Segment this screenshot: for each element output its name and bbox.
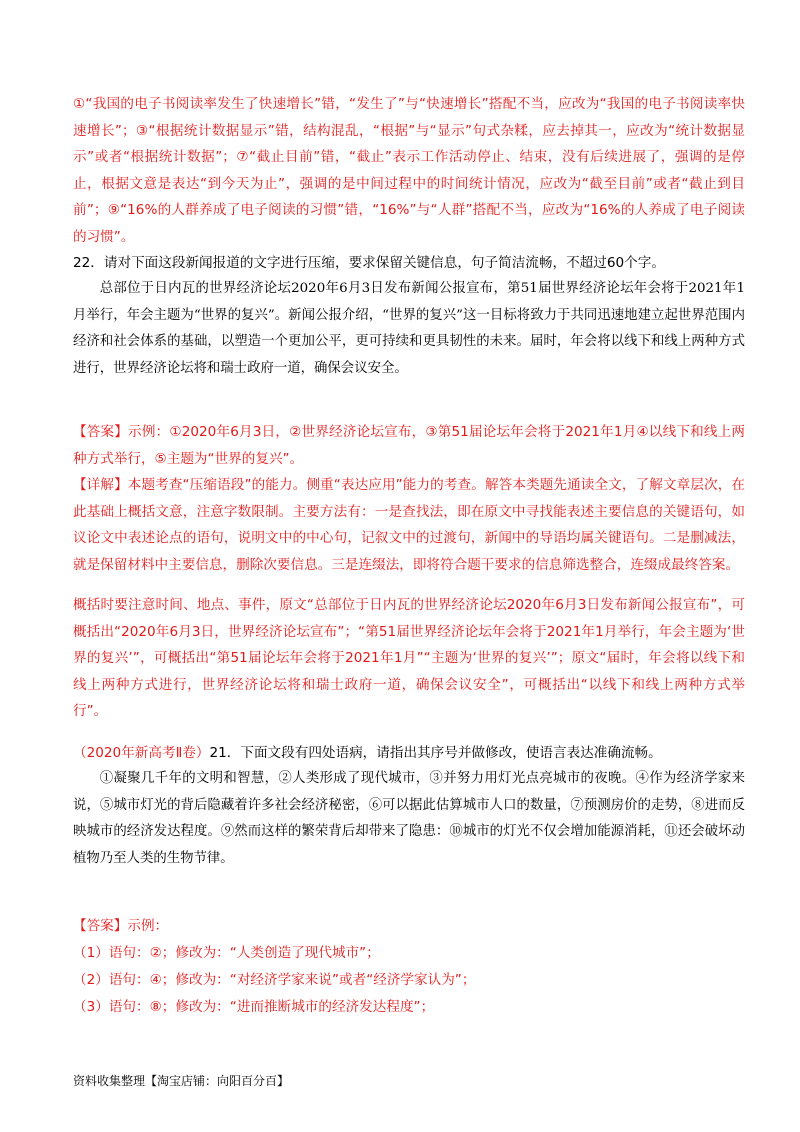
answer-item: （1）语句：②；修改为：“人类创造了现代城市”； [73,945,380,961]
question-22-passage: 总部位于日内瓦的世界经济论坛2020年6月3日发布新闻公报宣布，第51届世界经济论坛年会将于2021年1月举行，年会主题为“世界的复兴”。新闻公报介绍，“世界的复兴”这一目标将致力于共同迅速地建立起世界范围内经济和社会体系的基础，以塑造一个更加公平，更可持续和更具韧性的未来。届时，年会将以线下和线上两种方式进行，世界经济论坛将和瑞士政府一道，确保会议安全。 [73,281,745,376]
explanation-paragraph: ①“我国的电子书阅读率发生了快速增长”错，“发生了”与“快速增长”搭配不当，应改为“我国的电子书阅读率快速增长”；③“根据统计数据显示”错，结构混乱，“根据”与“显示”句式杂糅，应去掉其一，应改为“统计数据显示”或者“根据统计数据”；⑦“截止目前”错，“截止”表示工作活动停止、结束，没有后续进展了，强调的是停止，根据文意是表达“到今天为止”，强调的是中间过程中的时间统计情况，应改为“截至目前”或者“截止到目前”；⑨“16%的人群养成了电子阅读的习惯”错，“16%”与“人群”搭配不当，应改为“16%的人养成了电子阅读的习惯”。 [73,96,745,245]
question-21-header [73,740,745,767]
answer-item: （2）语句：④；修改为：“对经济学家来说”或者“经济学家认为”； [73,972,476,988]
question-22-summary-detail: 概括时要注意时间、地点、事件，原文“总部位于日内瓦的世界经济论坛2020年6月3日发布新闻公报宣布”，可概括出“2020年6月3日，世界经济论坛宣布”；“第51届世界经济论坛年会将于2021年1月举行，年会主题为‘世界的复兴’”，可概括出“第51届论坛年会将于2021年1月”“主题为‘世界的复兴’”；原文“届时，年会将以线下和线上两种方式进行，世界经济论坛将和瑞士政府一道，确保会议安全”，可概括出“以线下和线上两种方式举行”。 [73,597,745,719]
answer-item: （3）语句：⑧；修改为：“进而推断城市的经济发达程度”； [73,999,435,1015]
question-22-detail: 【详解】本题考查“压缩语段”的能力。侧重“表达应用”能力的考查。解答本类题先通读全文，了解文章层次，在此基础上概括文意，注意字数限制。主要方法有：一是查找法，即在原文中寻找能表述主要信息的关键语句，如议论文中表述论点的语句，说明文中的中心句，记叙文中的过渡句，新闻中的导语均属关键语句。二是删减法，就是保留材料中主要信息，删除次要信息。三是连缀法，即将符合题干要求的信息筛选整合，连缀成最终答案。 [73,477,745,573]
question-21-passage: ①凝聚几千年的文明和智慧，②人类形成了现代城市，③并努力用灯光点亮城市的夜晚。④作为经济学家来说，⑤城市灯光的背后隐藏着许多社会经济秘密，⑥可以据此估算城市人口的数量，⑦预测房价的走势，⑧进而反映城市的经济发达程度。⑨然而这样的繁荣背后却带来了隐患：⑩城市的灯光不仅会增加能源消耗，⑪还会破坏动植物乃至人类的生物节律。 [73,771,745,866]
question-21-stem: 21．下面文段有四处语病，请指出其序号并做修改，使语言表达准确流畅。 [209,745,662,761]
question-22-answer: 【答案】示例：①2020年6月3日，②世界经济论坛宣布，③第51届论坛年会将于2021年1月④以线下和线上两种方式举行，⑤主题为“世界的复兴”。 [73,424,745,467]
question-21-answer-head: 【答案】示例： [73,918,169,934]
page-footer: 资料收集整理【淘宝店铺：向阳百分百】 [73,1074,290,1088]
question-source: （2020年新高考Ⅱ卷） [73,745,210,761]
question-22-stem: 22．请对下面这段新闻报道的文字进行压缩，要求保留关键信息，句子简洁流畅，不超过60个字。 [73,255,665,271]
